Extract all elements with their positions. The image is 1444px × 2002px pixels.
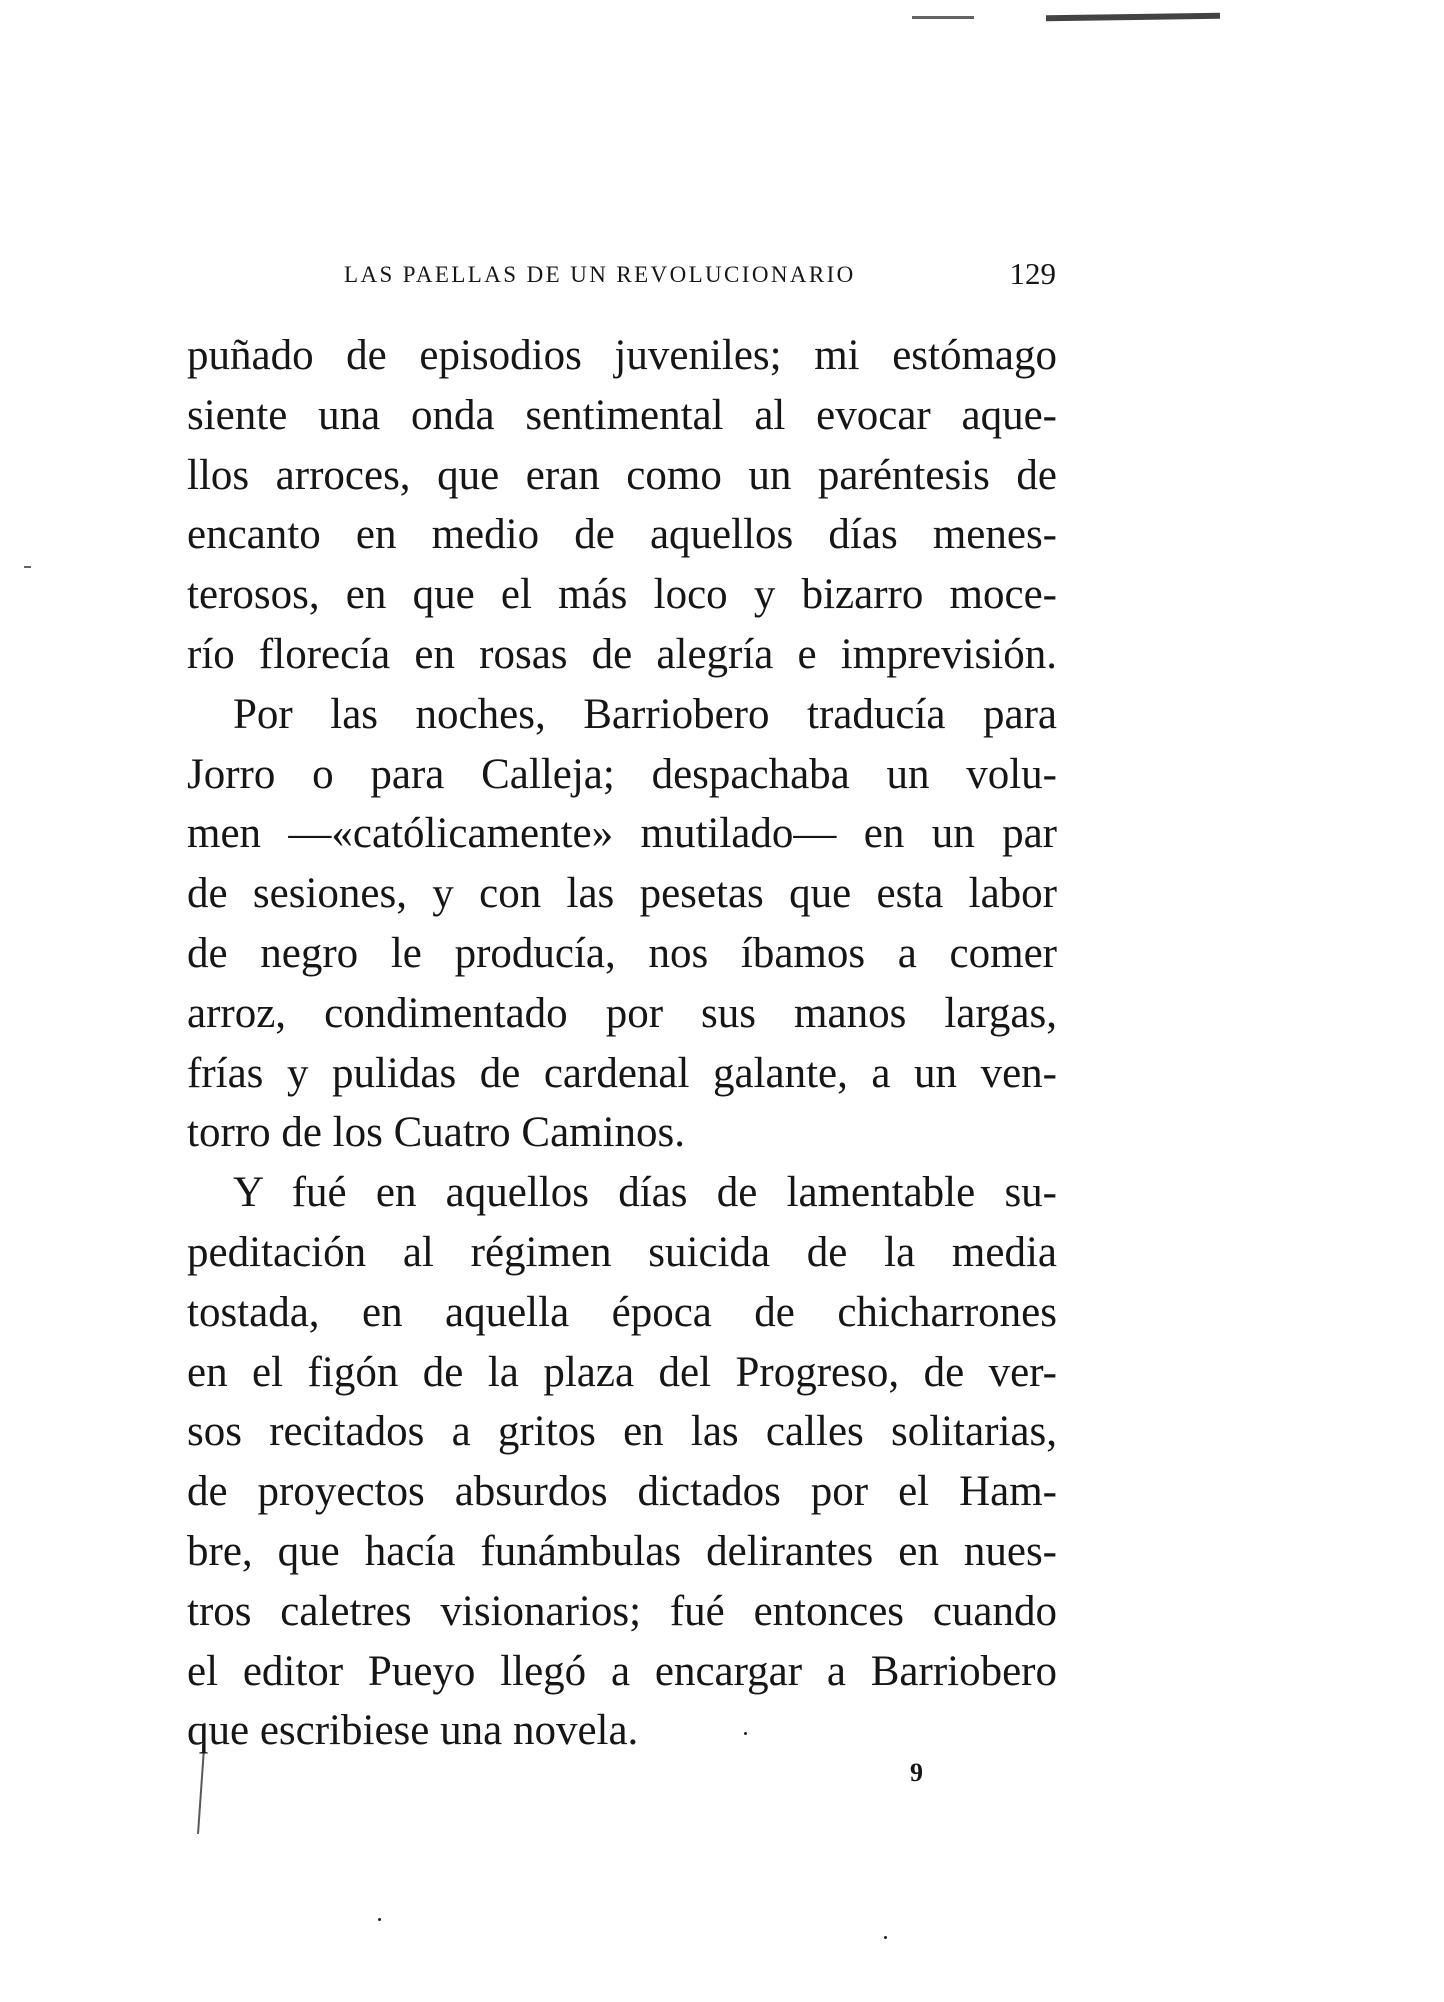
text-line: de sesiones, y con las pesetas que esta labor [187, 870, 1057, 918]
text-line: de negro le producía, nos íbamos a comer [187, 929, 1057, 977]
text-line: tros caletres visionarios; fué entonces cuando [187, 1587, 1057, 1635]
scan-smudge-top [1046, 13, 1220, 21]
text-line: llos arroces, que eran como un paréntesis de [187, 451, 1057, 499]
text-line: Jorro o para Calleja; despachaba un volu- [187, 750, 1057, 798]
text-line: arroz, condimentado por sus manos largas, [187, 989, 1057, 1037]
text-line-paragraph-start: Por las noches, Barriobero traducía para [233, 690, 1057, 738]
signature-mark: 9 [910, 1758, 923, 1787]
text-line: el editor Pueyo llegó a encargar a Barriobero [187, 1647, 1057, 1695]
running-title: LAS PAELLAS DE UN REVOLUCIONARIO [344, 262, 856, 287]
scan-tick-left [24, 566, 31, 568]
text-line: peditación al régimen suicida de la media [187, 1228, 1057, 1276]
text-line: tostada, en aquella época de chicharrones [187, 1288, 1057, 1336]
scan-smudge-top-small [912, 16, 974, 19]
scan-dot-2 [378, 1918, 381, 1921]
text-line-paragraph-end: torro de los Cuatro Caminos. [187, 1109, 686, 1157]
text-line: puñado de episodios juveniles; mi estómago [187, 332, 1057, 379]
text-line-paragraph-start: Y fué en aquellos días de lamentable su- [233, 1169, 1057, 1217]
text-line: bre, que hacía funámbulas delirantes en nues- [187, 1527, 1057, 1575]
text-line: encanto en medio de aquellos días menes- [187, 511, 1057, 559]
text-line: de proyectos absurdos dictados por el Ham- [187, 1468, 1057, 1516]
body-text [187, 326, 1057, 1761]
running-head [344, 256, 1056, 296]
text-line: frías y pulidas de cardenal galante, a un ven- [187, 1049, 1057, 1097]
text-line-paragraph-end: que escribiese una novela. [187, 1707, 639, 1755]
page-number: 129 [1009, 256, 1056, 291]
text-line: men —«católicamente» mutilado— en un par [187, 810, 1057, 858]
text-line: río florecía en rosas de alegría e imprevisión. [187, 630, 1057, 678]
text-line: siente una onda sentimental al evocar aque- [187, 391, 1057, 439]
text-line: terosos, en que el más loco y bizarro moce- [187, 571, 1057, 619]
scan-dot-3 [884, 1936, 887, 1939]
text-line: en el figón de la plaza del Progreso, de ver- [187, 1348, 1057, 1396]
text-line: sos recitados a gritos en las calles solitarias, [187, 1408, 1057, 1456]
